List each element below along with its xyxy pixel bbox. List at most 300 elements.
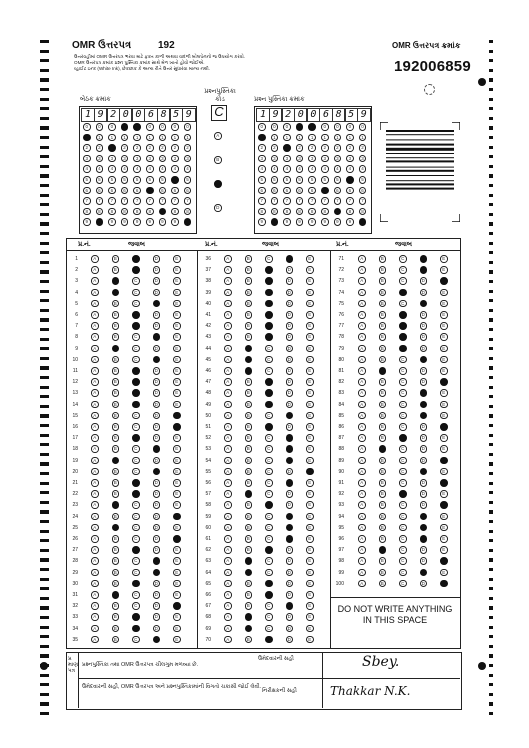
answer-bubble[interactable] — [399, 345, 407, 353]
answer-bubble[interactable]: 6 — [96, 187, 104, 195]
answer-bubble[interactable]: 4 — [334, 165, 342, 173]
answer-bubble[interactable]: 5 — [308, 176, 316, 184]
answer-bubble[interactable]: D — [153, 322, 161, 330]
answer-bubble[interactable]: C — [265, 602, 273, 610]
answer-bubble[interactable]: 3 — [283, 155, 291, 163]
answer-bubble[interactable]: 8 — [359, 208, 367, 216]
answer-bubble[interactable]: D — [153, 378, 161, 386]
answer-bubble[interactable]: 9 — [346, 218, 354, 226]
answer-bubble[interactable]: 1 — [96, 134, 104, 142]
answer-bubble[interactable]: A — [214, 132, 222, 140]
answer-bubble[interactable]: 7 — [334, 197, 342, 205]
answer-bubble[interactable]: C — [132, 591, 140, 599]
answer-bubble[interactable]: D — [420, 322, 428, 330]
answer-bubble[interactable]: B — [245, 479, 253, 487]
answer-bubble[interactable]: 5 — [184, 176, 192, 184]
answer-bubble[interactable]: E — [306, 580, 314, 588]
answer-bubble[interactable]: E — [440, 434, 448, 442]
answer-bubble[interactable]: 5 — [159, 176, 167, 184]
answer-bubble[interactable]: B — [112, 266, 120, 274]
answer-bubble[interactable]: A — [91, 434, 99, 442]
answer-bubble[interactable]: E — [173, 569, 181, 577]
answer-bubble[interactable]: A — [91, 423, 99, 431]
answer-bubble[interactable]: B — [245, 333, 253, 341]
answer-bubble[interactable]: A — [358, 311, 366, 319]
answer-bubble[interactable]: E — [173, 613, 181, 621]
answer-bubble[interactable]: 1 — [159, 134, 167, 142]
answer-bubble[interactable] — [132, 378, 140, 386]
answer-bubble[interactable]: 9 — [121, 218, 129, 226]
answer-bubble[interactable]: 2 — [296, 144, 304, 152]
answer-bubble[interactable]: 5 — [271, 176, 279, 184]
answer-bubble[interactable]: C — [132, 423, 140, 431]
answer-bubble[interactable]: D — [214, 204, 222, 212]
answer-bubble[interactable]: 4 — [96, 165, 104, 173]
answer-bubble[interactable]: D — [286, 557, 294, 565]
answer-bubble[interactable] — [420, 513, 428, 521]
answer-bubble[interactable]: 5 — [296, 176, 304, 184]
answer-bubble[interactable]: A — [91, 378, 99, 386]
answer-bubble[interactable]: 8 — [96, 208, 104, 216]
answer-bubble[interactable] — [296, 123, 304, 131]
answer-bubble[interactable]: C — [399, 423, 407, 431]
answer-bubble[interactable]: A — [91, 501, 99, 509]
answer-bubble[interactable]: B — [245, 468, 253, 476]
answer-bubble[interactable]: E — [306, 289, 314, 297]
answer-bubble[interactable]: B — [112, 625, 120, 633]
answer-bubble[interactable] — [286, 434, 294, 442]
answer-bubble[interactable]: E — [440, 300, 448, 308]
answer-bubble[interactable]: C — [132, 289, 140, 297]
answer-bubble[interactable]: B — [112, 322, 120, 330]
answer-bubble[interactable]: B — [245, 322, 253, 330]
answer-bubble[interactable]: D — [420, 490, 428, 498]
answer-bubble[interactable]: E — [306, 625, 314, 633]
answer-bubble[interactable]: 5 — [258, 176, 266, 184]
answer-bubble[interactable]: E — [173, 333, 181, 341]
answer-bubble[interactable]: 3 — [334, 155, 342, 163]
answer-bubble[interactable]: D — [153, 277, 161, 285]
answer-bubble[interactable]: B — [112, 636, 120, 644]
answer-bubble[interactable] — [265, 423, 273, 431]
answer-bubble[interactable] — [265, 333, 273, 341]
answer-bubble[interactable]: B — [379, 289, 387, 297]
answer-bubble[interactable] — [265, 289, 273, 297]
answer-bubble[interactable] — [265, 300, 273, 308]
answer-bubble[interactable]: C — [399, 356, 407, 364]
answer-bubble[interactable]: E — [173, 322, 181, 330]
answer-bubble[interactable]: E — [440, 412, 448, 420]
answer-bubble[interactable]: 4 — [121, 165, 129, 173]
answer-bubble[interactable]: D — [153, 602, 161, 610]
answer-bubble[interactable]: 6 — [271, 187, 279, 195]
answer-bubble[interactable]: D — [153, 625, 161, 633]
answer-bubble[interactable] — [132, 625, 140, 633]
answer-bubble[interactable] — [245, 625, 253, 633]
answer-bubble[interactable]: D — [420, 289, 428, 297]
answer-bubble[interactable]: B — [379, 501, 387, 509]
answer-bubble[interactable]: B — [379, 300, 387, 308]
answer-bubble[interactable]: 9 — [159, 218, 167, 226]
answer-bubble[interactable]: E — [173, 636, 181, 644]
answer-bubble[interactable]: 0 — [346, 123, 354, 131]
answer-bubble[interactable]: 8 — [83, 208, 91, 216]
answer-bubble[interactable] — [379, 445, 387, 453]
answer-bubble[interactable]: 2 — [258, 144, 266, 152]
answer-bubble[interactable]: D — [153, 412, 161, 420]
answer-bubble[interactable]: A — [358, 401, 366, 409]
answer-bubble[interactable]: A — [358, 322, 366, 330]
answer-bubble[interactable]: B — [379, 345, 387, 353]
answer-bubble[interactable]: A — [358, 356, 366, 364]
answer-bubble[interactable]: D — [153, 389, 161, 397]
answer-bubble[interactable]: 8 — [121, 208, 129, 216]
answer-bubble[interactable] — [245, 345, 253, 353]
answer-bubble[interactable]: A — [224, 401, 232, 409]
answer-bubble[interactable]: A — [358, 412, 366, 420]
answer-bubble[interactable]: 3 — [271, 155, 279, 163]
answer-bubble[interactable]: B — [112, 401, 120, 409]
answer-bubble[interactable] — [96, 218, 104, 226]
answer-bubble[interactable]: E — [306, 591, 314, 599]
answer-bubble[interactable]: 3 — [159, 155, 167, 163]
answer-bubble[interactable]: B — [245, 457, 253, 465]
answer-bubble[interactable]: B — [379, 457, 387, 465]
answer-bubble[interactable]: C — [399, 580, 407, 588]
answer-bubble[interactable]: 7 — [83, 197, 91, 205]
answer-bubble[interactable] — [153, 569, 161, 577]
answer-bubble[interactable]: D — [153, 501, 161, 509]
answer-bubble[interactable]: B — [379, 535, 387, 543]
answer-bubble[interactable]: B — [379, 479, 387, 487]
answer-bubble[interactable]: D — [153, 613, 161, 621]
answer-bubble[interactable] — [112, 591, 120, 599]
answer-bubble[interactable]: 9 — [133, 218, 141, 226]
answer-bubble[interactable] — [420, 389, 428, 397]
answer-bubble[interactable]: D — [153, 546, 161, 554]
answer-bubble[interactable]: A — [91, 333, 99, 341]
answer-bubble[interactable]: E — [173, 300, 181, 308]
answer-bubble[interactable]: D — [153, 434, 161, 442]
answer-bubble[interactable] — [132, 490, 140, 498]
answer-bubble[interactable]: C — [132, 412, 140, 420]
answer-bubble[interactable] — [112, 277, 120, 285]
answer-bubble[interactable] — [173, 513, 181, 521]
answer-bubble[interactable]: C — [399, 401, 407, 409]
answer-bubble[interactable]: A — [358, 289, 366, 297]
answer-bubble[interactable]: D — [153, 513, 161, 521]
answer-bubble[interactable]: A — [91, 602, 99, 610]
answer-bubble[interactable] — [440, 479, 448, 487]
answer-bubble[interactable]: A — [358, 513, 366, 521]
answer-bubble[interactable]: 9 — [146, 218, 154, 226]
answer-bubble[interactable]: A — [91, 546, 99, 554]
answer-bubble[interactable]: B — [245, 289, 253, 297]
answer-bubble[interactable]: B — [245, 412, 253, 420]
answer-bubble[interactable] — [265, 311, 273, 319]
answer-bubble[interactable]: 0 — [83, 123, 91, 131]
answer-bubble[interactable]: 5 — [96, 176, 104, 184]
answer-bubble[interactable]: A — [91, 311, 99, 319]
answer-bubble[interactable]: 2 — [133, 144, 141, 152]
answer-bubble[interactable]: 1 — [308, 134, 316, 142]
answer-bubble[interactable]: 5 — [321, 176, 329, 184]
answer-bubble[interactable] — [245, 557, 253, 565]
answer-bubble[interactable]: C — [132, 333, 140, 341]
answer-bubble[interactable]: B — [112, 613, 120, 621]
answer-bubble[interactable]: 9 — [108, 218, 116, 226]
answer-bubble[interactable]: B — [112, 333, 120, 341]
answer-bubble[interactable]: C — [399, 255, 407, 263]
answer-bubble[interactable] — [286, 412, 294, 420]
answer-bubble[interactable]: A — [224, 445, 232, 453]
answer-bubble[interactable] — [420, 401, 428, 409]
answer-bubble[interactable]: 5 — [283, 176, 291, 184]
answer-bubble[interactable]: C — [265, 468, 273, 476]
answer-bubble[interactable]: C — [132, 468, 140, 476]
answer-bubble[interactable]: 8 — [346, 208, 354, 216]
answer-bubble[interactable]: E — [440, 333, 448, 341]
answer-bubble[interactable]: C — [265, 367, 273, 375]
answer-bubble[interactable]: B — [112, 580, 120, 588]
answer-bubble[interactable]: B — [112, 535, 120, 543]
answer-bubble[interactable]: 4 — [108, 165, 116, 173]
answer-bubble[interactable]: 5 — [121, 176, 129, 184]
answer-bubble[interactable]: 7 — [283, 197, 291, 205]
answer-bubble[interactable]: D — [420, 434, 428, 442]
answer-bubble[interactable]: 7 — [146, 197, 154, 205]
answer-bubble[interactable]: 3 — [321, 155, 329, 163]
answer-bubble[interactable]: 9 — [308, 218, 316, 226]
answer-bubble[interactable] — [265, 401, 273, 409]
answer-bubble[interactable]: A — [358, 557, 366, 565]
answer-bubble[interactable]: 4 — [83, 165, 91, 173]
answer-bubble[interactable]: E — [306, 333, 314, 341]
answer-bubble[interactable]: E — [173, 490, 181, 498]
answer-bubble[interactable] — [108, 144, 116, 152]
answer-bubble[interactable] — [265, 546, 273, 554]
answer-bubble[interactable]: C — [265, 625, 273, 633]
answer-bubble[interactable]: D — [420, 311, 428, 319]
answer-bubble[interactable]: A — [91, 580, 99, 588]
answer-bubble[interactable]: B — [379, 513, 387, 521]
answer-bubble[interactable]: C — [399, 412, 407, 420]
answer-bubble[interactable]: 9 — [283, 218, 291, 226]
answer-bubble[interactable]: E — [440, 356, 448, 364]
answer-bubble[interactable]: C — [265, 345, 273, 353]
answer-bubble[interactable]: 2 — [308, 144, 316, 152]
answer-bubble[interactable]: D — [286, 613, 294, 621]
answer-bubble[interactable] — [173, 423, 181, 431]
answer-bubble[interactable]: A — [91, 356, 99, 364]
answer-bubble[interactable]: B — [245, 535, 253, 543]
answer-bubble[interactable] — [286, 513, 294, 521]
answer-bubble[interactable]: A — [224, 457, 232, 465]
answer-bubble[interactable]: B — [245, 580, 253, 588]
answer-bubble[interactable]: 4 — [184, 165, 192, 173]
answer-bubble[interactable]: C — [265, 524, 273, 532]
answer-bubble[interactable]: C — [399, 569, 407, 577]
answer-bubble[interactable]: D — [420, 557, 428, 565]
answer-bubble[interactable]: 7 — [96, 197, 104, 205]
answer-bubble[interactable]: D — [286, 501, 294, 509]
answer-bubble[interactable] — [440, 501, 448, 509]
answer-bubble[interactable]: 8 — [308, 208, 316, 216]
answer-bubble[interactable]: C — [132, 513, 140, 521]
answer-bubble[interactable]: 7 — [133, 197, 141, 205]
answer-bubble[interactable]: B — [245, 591, 253, 599]
answer-bubble[interactable]: E — [306, 356, 314, 364]
answer-bubble[interactable]: E — [440, 535, 448, 543]
answer-bubble[interactable]: E — [440, 401, 448, 409]
answer-bubble[interactable] — [306, 468, 314, 476]
answer-bubble[interactable] — [265, 266, 273, 274]
answer-bubble[interactable]: B — [379, 423, 387, 431]
answer-bubble[interactable]: 1 — [133, 134, 141, 142]
answer-bubble[interactable]: A — [224, 322, 232, 330]
answer-bubble[interactable]: C — [132, 602, 140, 610]
answer-bubble[interactable]: C — [399, 266, 407, 274]
answer-bubble[interactable] — [440, 457, 448, 465]
answer-bubble[interactable]: E — [173, 546, 181, 554]
answer-bubble[interactable]: 3 — [133, 155, 141, 163]
answer-bubble[interactable]: D — [420, 501, 428, 509]
answer-bubble[interactable]: 7 — [108, 197, 116, 205]
answer-bubble[interactable]: E — [173, 524, 181, 532]
answer-bubble[interactable]: D — [286, 345, 294, 353]
answer-bubble[interactable]: 2 — [159, 144, 167, 152]
answer-bubble[interactable]: E — [440, 468, 448, 476]
answer-bubble[interactable]: 5 — [359, 176, 367, 184]
answer-bubble[interactable]: 7 — [271, 197, 279, 205]
answer-bubble[interactable]: C — [132, 557, 140, 565]
answer-bubble[interactable] — [399, 322, 407, 330]
answer-bubble[interactable]: E — [440, 513, 448, 521]
answer-bubble[interactable]: A — [91, 479, 99, 487]
answer-bubble[interactable]: D — [420, 367, 428, 375]
answer-bubble[interactable]: A — [91, 569, 99, 577]
answer-bubble[interactable]: B — [379, 524, 387, 532]
answer-bubble[interactable]: 2 — [184, 144, 192, 152]
answer-bubble[interactable]: 6 — [133, 187, 141, 195]
answer-bubble[interactable]: A — [91, 636, 99, 644]
answer-bubble[interactable]: 2 — [271, 144, 279, 152]
answer-bubble[interactable]: 3 — [359, 155, 367, 163]
answer-bubble[interactable]: B — [245, 401, 253, 409]
answer-bubble[interactable]: C — [399, 300, 407, 308]
answer-bubble[interactable] — [420, 535, 428, 543]
answer-bubble[interactable] — [265, 580, 273, 588]
answer-bubble[interactable]: B — [245, 266, 253, 274]
answer-bubble[interactable]: B — [379, 580, 387, 588]
answer-bubble[interactable] — [440, 378, 448, 386]
answer-bubble[interactable]: E — [173, 367, 181, 375]
answer-bubble[interactable] — [286, 457, 294, 465]
answer-bubble[interactable]: D — [153, 255, 161, 263]
answer-bubble[interactable]: 9 — [321, 218, 329, 226]
answer-bubble[interactable] — [132, 311, 140, 319]
answer-bubble[interactable]: E — [306, 401, 314, 409]
answer-bubble[interactable]: 9 — [83, 218, 91, 226]
answer-bubble[interactable]: 8 — [296, 208, 304, 216]
answer-bubble[interactable]: B — [379, 434, 387, 442]
answer-bubble[interactable]: D — [153, 367, 161, 375]
answer-bubble[interactable]: C — [265, 356, 273, 364]
answer-bubble[interactable]: C — [265, 445, 273, 453]
answer-bubble[interactable]: A — [91, 266, 99, 274]
answer-bubble[interactable]: E — [173, 389, 181, 397]
answer-bubble[interactable]: E — [306, 345, 314, 353]
answer-bubble[interactable]: A — [358, 490, 366, 498]
answer-bubble[interactable]: 7 — [184, 197, 192, 205]
answer-bubble[interactable]: A — [224, 356, 232, 364]
answer-bubble[interactable]: B — [245, 255, 253, 263]
answer-bubble[interactable]: 7 — [321, 197, 329, 205]
answer-bubble[interactable]: 6 — [171, 187, 179, 195]
answer-bubble[interactable]: C — [399, 546, 407, 554]
answer-bubble[interactable] — [346, 176, 354, 184]
answer-bubble[interactable]: D — [153, 423, 161, 431]
answer-bubble[interactable]: 4 — [346, 165, 354, 173]
answer-bubble[interactable]: 5 — [83, 176, 91, 184]
answer-bubble[interactable]: 0 — [171, 123, 179, 131]
answer-bubble[interactable]: A — [224, 513, 232, 521]
answer-bubble[interactable]: A — [91, 557, 99, 565]
answer-bubble[interactable]: E — [440, 255, 448, 263]
answer-bubble[interactable] — [265, 591, 273, 599]
answer-bubble[interactable]: C — [265, 412, 273, 420]
answer-bubble[interactable]: 2 — [346, 144, 354, 152]
answer-bubble[interactable]: 0 — [159, 123, 167, 131]
answer-bubble[interactable] — [245, 490, 253, 498]
answer-bubble[interactable]: B — [245, 636, 253, 644]
answer-bubble[interactable]: A — [358, 546, 366, 554]
answer-bubble[interactable] — [420, 255, 428, 263]
answer-bubble[interactable] — [286, 602, 294, 610]
answer-bubble[interactable]: E — [173, 479, 181, 487]
answer-bubble[interactable] — [286, 535, 294, 543]
answer-bubble[interactable]: E — [306, 255, 314, 263]
answer-bubble[interactable] — [420, 412, 428, 420]
answer-bubble[interactable] — [265, 389, 273, 397]
answer-bubble[interactable]: 8 — [171, 208, 179, 216]
answer-bubble[interactable]: C — [399, 378, 407, 386]
answer-bubble[interactable]: E — [440, 345, 448, 353]
answer-bubble[interactable]: D — [420, 479, 428, 487]
answer-bubble[interactable]: A — [224, 625, 232, 633]
answer-bubble[interactable] — [112, 501, 120, 509]
answer-bubble[interactable]: D — [153, 591, 161, 599]
answer-bubble[interactable]: D — [286, 378, 294, 386]
answer-bubble[interactable]: A — [91, 591, 99, 599]
answer-bubble[interactable]: 2 — [321, 144, 329, 152]
answer-bubble[interactable]: D — [153, 289, 161, 297]
answer-bubble[interactable] — [132, 367, 140, 375]
answer-bubble[interactable]: 7 — [308, 197, 316, 205]
answer-bubble[interactable]: E — [440, 445, 448, 453]
answer-bubble[interactable]: E — [173, 445, 181, 453]
answer-bubble[interactable]: B — [245, 277, 253, 285]
answer-bubble[interactable]: B — [245, 300, 253, 308]
answer-bubble[interactable]: 4 — [321, 165, 329, 173]
answer-bubble[interactable]: D — [286, 546, 294, 554]
answer-bubble[interactable] — [146, 187, 154, 195]
answer-bubble[interactable]: E — [440, 389, 448, 397]
answer-bubble[interactable]: C — [399, 524, 407, 532]
answer-bubble[interactable]: A — [358, 434, 366, 442]
answer-bubble[interactable]: 0 — [146, 123, 154, 131]
answer-bubble[interactable]: D — [286, 289, 294, 297]
